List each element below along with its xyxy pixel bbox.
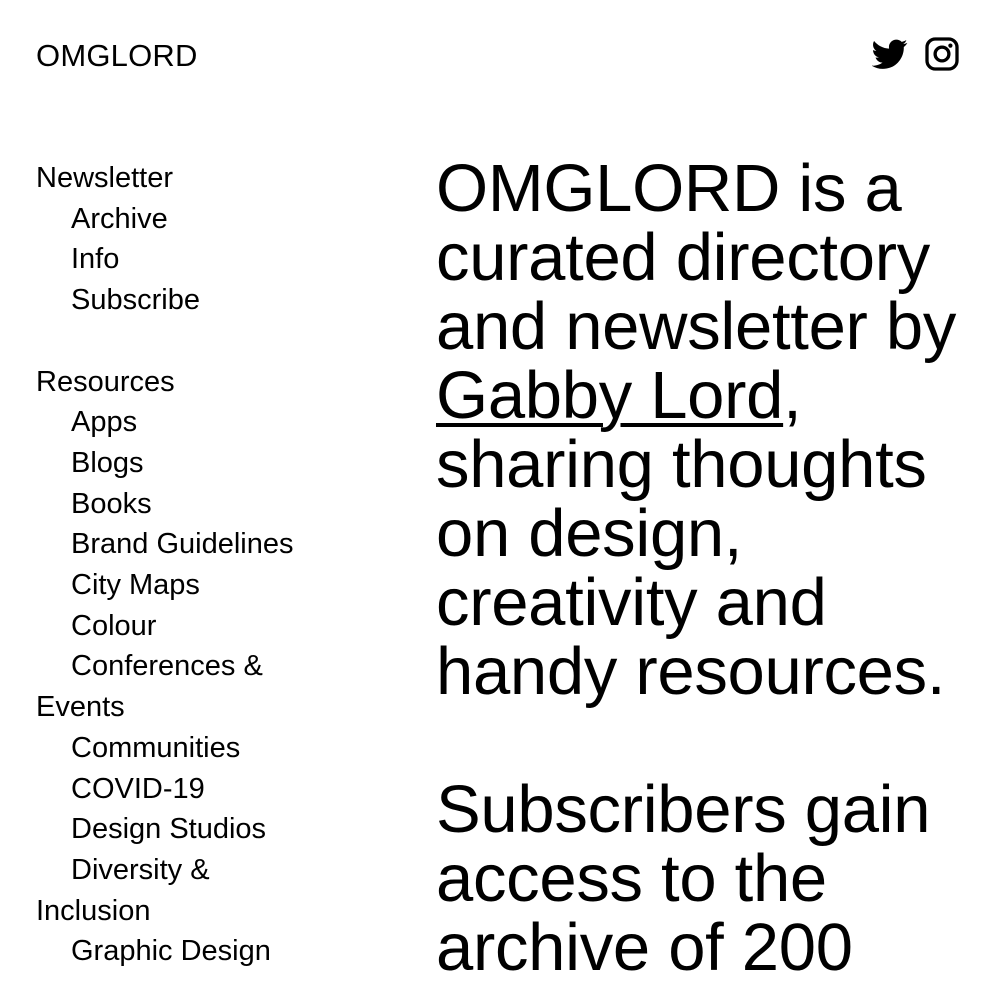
intro-text-end: , sharing thoughts on design, creativity and handy resources. bbox=[436, 358, 946, 709]
nav-group-resources bbox=[36, 362, 306, 973]
subscribers-paragraph: Subscribers gain access to the archive of 200 bbox=[436, 772, 931, 985]
nav-item-brand-guidelines[interactable]: Brand Guidelines bbox=[71, 528, 294, 561]
instagram-link[interactable] bbox=[924, 36, 960, 72]
nav-item-diversity-inclusion[interactable]: Diversity & Inclusion bbox=[36, 853, 210, 927]
nav-item-books[interactable]: Books bbox=[71, 487, 152, 520]
nav-item-communities[interactable]: Communities bbox=[71, 731, 241, 764]
twitter-icon bbox=[872, 36, 908, 72]
nav-heading-resources[interactable]: Resources bbox=[36, 365, 175, 398]
sidebar-nav bbox=[36, 158, 306, 1000]
twitter-link[interactable] bbox=[872, 36, 908, 72]
nav-group-newsletter bbox=[36, 158, 306, 321]
nav-item-conferences-events[interactable]: Conferences & Events bbox=[36, 650, 263, 724]
nav-item-info[interactable]: Info bbox=[71, 243, 120, 276]
nav-item-blogs[interactable]: Blogs bbox=[71, 446, 144, 479]
site-logo[interactable]: OMGLORD bbox=[36, 38, 198, 73]
nav-item-archive[interactable]: Archive bbox=[71, 202, 168, 235]
nav-item-city-maps[interactable]: City Maps bbox=[71, 569, 200, 602]
nav-item-covid-19[interactable]: COVID-19 bbox=[71, 772, 205, 805]
instagram-icon bbox=[924, 36, 960, 72]
social-links bbox=[872, 36, 960, 72]
nav-item-graphic-design[interactable]: Graphic Design bbox=[71, 935, 271, 968]
nav-item-subscribe[interactable]: Subscribe bbox=[71, 284, 200, 317]
nav-item-colour[interactable]: Colour bbox=[71, 609, 157, 642]
intro-text-start: OMGLORD is a curated directory and newsletter by bbox=[436, 151, 957, 364]
main-content bbox=[436, 151, 976, 1000]
nav-item-design-studios[interactable]: Design Studios bbox=[71, 813, 267, 846]
nav-heading-newsletter[interactable]: Newsletter bbox=[36, 162, 173, 194]
intro-paragraph bbox=[436, 151, 976, 709]
nav-item-apps[interactable]: Apps bbox=[71, 406, 138, 439]
author-link[interactable]: Gabby Lord bbox=[436, 358, 784, 433]
